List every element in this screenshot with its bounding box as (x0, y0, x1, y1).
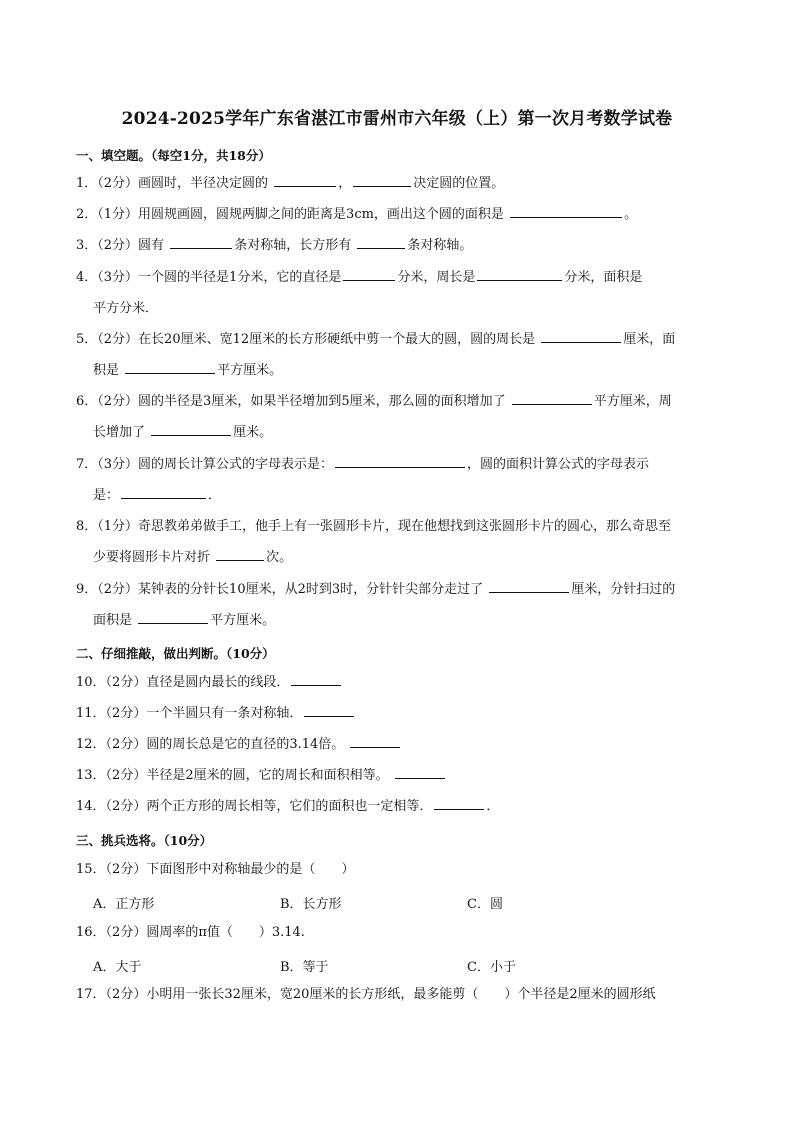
answer-blank[interactable] (151, 421, 231, 436)
question-17: 17．（2分）小明用一张长32厘米，宽20厘米的长方形纸，最多能剪（ ）个半径是2厘米的圆形纸 (76, 987, 656, 1002)
answer-blank[interactable] (138, 609, 208, 624)
question-7: 7．（3分）圆的周长计算公式的字母表示是： ，圆的面积计算公式的字母表示 是： ． (76, 449, 721, 511)
option-a[interactable]: A．大于 (93, 960, 142, 975)
option-c[interactable]: C．圆 (467, 897, 503, 912)
answer-blank[interactable] (274, 172, 336, 187)
question-15-options (93, 893, 654, 912)
answer-blank[interactable] (350, 733, 400, 748)
question-5: 5．（2分）在长20厘米、宽12厘米的长方形硬纸中剪一个最大的圆，圆的周长是 厘米，面 积是 平方厘米。 (76, 324, 721, 386)
question-11: 11．（2分）一个半圆只有一条对称轴． (76, 698, 721, 729)
answer-blank[interactable] (510, 203, 622, 218)
option-a[interactable]: A．正方形 (93, 897, 155, 912)
answer-blank[interactable] (395, 764, 445, 779)
question-16-options (93, 956, 654, 975)
option-b[interactable]: B．等于 (280, 960, 329, 975)
answer-blank[interactable] (541, 328, 621, 343)
answer-blank[interactable] (291, 671, 341, 686)
answer-blank[interactable] (357, 234, 405, 249)
page-title: 2024-2025学年广东省湛江市雷州市六年级（上）第一次月考数学试卷 (121, 109, 673, 129)
answer-blank[interactable] (335, 453, 465, 468)
answer-blank[interactable] (121, 484, 206, 499)
question-14: 14．（2分）两个正方形的周长相等，它们的面积也一定相等． ． (76, 791, 721, 822)
answer-blank[interactable] (489, 578, 569, 593)
section-heading-multiple-choice: 三、挑兵选将。（10分） (76, 833, 213, 848)
question-12: 12．（2分）圆的周长总是它的直径的3.14倍。 (76, 729, 721, 760)
section-heading-fill-in: 一、填空题。（每空1分，共18分） (76, 148, 271, 163)
question-13: 13．（2分）半径是2厘米的圆，它的周长和面积相等。 (76, 760, 721, 791)
question-10: 10．（2分）直径是圆内最长的线段． (76, 667, 721, 698)
option-b[interactable]: B．长方形 (280, 897, 342, 912)
question-2: 2．（1分）用圆规画圆，圆规两脚之间的距离是3cm，画出这个圆的面积是 。 (76, 199, 721, 230)
answer-blank[interactable] (434, 795, 484, 810)
answer-blank[interactable] (304, 702, 354, 717)
question-3: 3．（2分）圆有 条对称轴，长方形有 条对称轴。 (76, 230, 721, 261)
question-16: 16．（2分）圆周率的π值（ ）3.14. (76, 925, 305, 940)
answer-blank[interactable] (512, 390, 592, 405)
answer-blank[interactable] (343, 266, 395, 281)
answer-blank[interactable] (170, 234, 232, 249)
answer-blank[interactable] (125, 359, 215, 374)
question-8: 8．（1分）奇思教弟弟做手工，他手上有一张圆形卡片，现在他想找到这张圆形卡片的圆心，那么奇思至 少要将圆形卡片对折 次。 (76, 519, 672, 565)
section-heading-judgement: 二、仔细推敲，做出判断。（10分） (76, 646, 275, 661)
question-9: 9．（2分）某钟表的分针长10厘米，从2时到3时，分针针尖部分走过了 厘米，分针扫过的 面积是 平方厘米。 (76, 574, 721, 636)
question-1: 1．（2分）画圆时，半径决定圆的 ， 决定圆的位置。 (76, 168, 721, 199)
question-15: 15．（2分）下面图形中对称轴最少的是（ ） (76, 862, 355, 877)
option-c[interactable]: C．小于 (467, 960, 516, 975)
question-6: 6．（2分）圆的半径是3厘米，如果半径增加到5厘米，那么圆的面积增加了 平方厘米，周 长增加了 厘米。 (76, 386, 721, 448)
answer-blank[interactable] (216, 546, 264, 561)
answer-blank[interactable] (477, 266, 562, 281)
answer-blank[interactable] (353, 172, 411, 187)
question-4: 4．（3分）一个圆的半径是1分米，它的直径是 分米，周长是 分米，面积是 平方分米． (76, 262, 721, 324)
